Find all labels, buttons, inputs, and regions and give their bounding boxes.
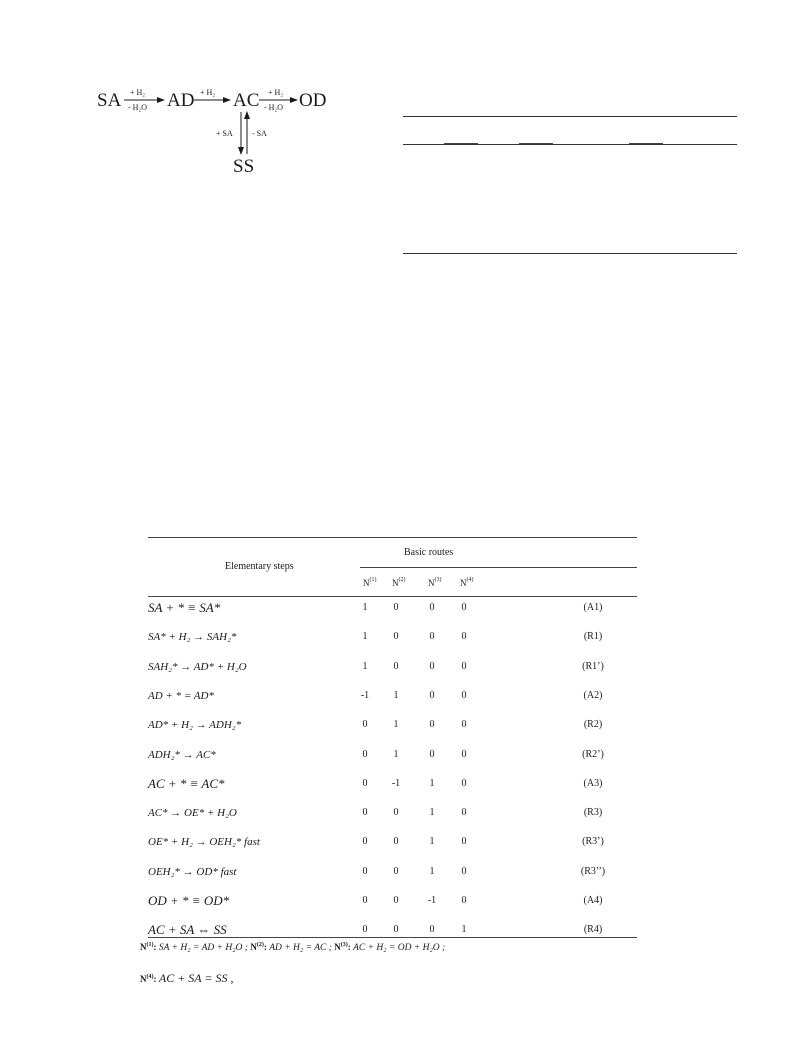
table-row: [148, 717, 637, 733]
col-n4-header: $N^{(4)}$: [460, 577, 474, 588]
route-coefficient-n3: 0: [429, 719, 435, 731]
col-n3-header: $N^{(3)}$: [428, 577, 442, 588]
label-ad-ac-top: + H₂: [200, 88, 216, 97]
route-coefficient-n1: 0: [362, 895, 368, 906]
route-coefficient-n2: 0: [393, 924, 399, 936]
route-coefficient-n1: 0: [362, 924, 368, 936]
label-ac-od-bottom: - H₂O: [264, 103, 284, 112]
route-coefficient-n1: 0: [362, 719, 368, 731]
route-coefficient-n1: 1: [362, 660, 368, 672]
footnote-n1-eq: SA + H₂ = AD + H₂O ;: [158, 943, 248, 953]
step-id: (R1): [583, 631, 603, 643]
step-equation: OD + * ≡ OD*: [148, 893, 230, 908]
route-coefficient-n1: 0: [362, 836, 368, 848]
route-coefficient-n4: 0: [461, 865, 467, 877]
label-ac-ss-left: + SA: [216, 129, 233, 138]
route-coefficient-n2: 1: [393, 689, 399, 701]
step-equation: ADH₂* → AC*: [148, 748, 216, 761]
step-equation: OEH₂* → OD* fast: [148, 865, 237, 878]
step-equation: OE* + H₂ → OEH₂* fast: [148, 836, 260, 849]
step-equation: AD* + H₂ → ADH₂*: [148, 719, 242, 732]
step-id: (R2’): [582, 748, 604, 760]
footnote-n4-label: $N^{(4)}$:: [140, 974, 157, 984]
step-equation: SA + * ≡ SA*: [148, 600, 221, 615]
header-bottom-rule: [148, 596, 637, 597]
route-coefficient-n3: 1: [429, 807, 435, 819]
route-coefficient-n1: 0: [362, 865, 368, 877]
footnote-n3-label: $N^{(3)}$:: [334, 942, 351, 952]
route-coefficient-n4: 0: [461, 895, 467, 906]
table-bottom-rule: [403, 253, 737, 254]
elementary-steps-table: [148, 537, 637, 992]
route-coefficient-n4: 0: [461, 777, 467, 789]
route-coefficient-n1: 1: [362, 602, 368, 613]
route-coefficient-n2: 0: [393, 836, 399, 848]
step-id: (R1’): [582, 660, 604, 672]
table-top-rule: [403, 116, 737, 117]
route-coefficient-n3: 0: [429, 631, 435, 643]
empty-table-frame: [0, 0, 793, 270]
col-n1-header: $N^{(1)}$: [363, 577, 377, 588]
footnote-n3-eq: AC + H₂ = OD + H₂O ;: [353, 943, 446, 953]
table-header-rule: [403, 144, 737, 145]
step-id: (R2): [583, 719, 603, 731]
label-sa-ad-top: + H₂: [130, 88, 146, 97]
node-ss: SS: [233, 156, 255, 177]
step-id: (R4): [583, 924, 603, 936]
route-coefficient-n4: 0: [461, 602, 467, 613]
table-row: [148, 747, 637, 763]
table-row: [148, 834, 637, 850]
footnote-line-1: [140, 942, 445, 954]
step-equation: AC + * ≡ AC*: [148, 775, 225, 791]
route-coefficient-n4: 0: [461, 836, 467, 848]
table-row: [148, 922, 637, 938]
node-od: OD: [299, 90, 327, 111]
route-coefficient-n3: 1: [429, 865, 435, 877]
table-row: [148, 659, 637, 675]
route-coefficient-n2: 0: [393, 602, 399, 613]
step-id: (R3’’): [580, 865, 606, 877]
route-coefficient-n3: 1: [429, 836, 435, 848]
table-row: [148, 893, 637, 909]
node-sa: SA: [97, 90, 122, 111]
route-coefficient-n3: 0: [429, 602, 435, 613]
route-coefficient-n2: 0: [393, 895, 399, 906]
step-equation: SA* + H₂ → SAH₂*: [148, 631, 237, 644]
step-equation: AC* → OE* + H₂O: [148, 807, 237, 820]
route-coefficient-n4: 0: [461, 807, 467, 819]
route-coefficient-n2: 1: [393, 748, 399, 760]
route-coefficient-n2: 0: [393, 807, 399, 819]
table-top-rule: [148, 537, 637, 538]
table-row: [148, 688, 637, 704]
node-ac: AC: [233, 90, 260, 111]
table-bottom-rule: [148, 937, 637, 938]
footnote-n1-label: $N^{(1)}$:: [140, 942, 157, 952]
route-coefficient-n3: -1: [427, 895, 437, 906]
footnote-n2-eq: AD + H₂ = AC ;: [269, 943, 332, 953]
route-coefficient-n2: -1: [391, 777, 401, 789]
route-coefficient-n2: 0: [393, 660, 399, 672]
step-id: (R3’): [582, 836, 604, 848]
table-row: [148, 776, 637, 792]
route-coefficient-n4: 0: [461, 689, 467, 701]
table-row: [148, 600, 637, 616]
table-row: [148, 629, 637, 645]
route-coefficient-n4: 0: [461, 748, 467, 760]
table-row: [148, 864, 637, 880]
route-coefficient-n3: 0: [429, 924, 435, 936]
footnote-n4-eq: AC + SA = SS ,: [158, 971, 234, 985]
label-ac-od-top: + H₂: [268, 88, 284, 97]
route-coefficient-n4: 0: [461, 631, 467, 643]
step-id: (A1): [583, 602, 603, 613]
route-coefficient-n4: 0: [461, 719, 467, 731]
route-coefficient-n1: 1: [362, 631, 368, 643]
route-coefficient-n1: 0: [362, 777, 368, 789]
route-coefficient-n2: 1: [393, 719, 399, 731]
routes-header-rule: [360, 567, 637, 568]
step-id: (A3): [583, 777, 603, 789]
footnote-line-2: [140, 972, 234, 986]
route-coefficient-n4: 0: [461, 660, 467, 672]
route-coefficient-n4: 1: [461, 924, 467, 936]
label-sa-ad-bottom: - H₂O: [128, 103, 148, 112]
step-id: (A2): [583, 689, 603, 701]
step-id: (R3): [583, 807, 603, 819]
route-coefficient-n2: 0: [393, 865, 399, 877]
col-n2-header: $N^{(2)}$: [392, 577, 406, 588]
routes-header: Basic routes: [404, 547, 454, 558]
step-equation: SAH₂* → AD* + H₂O: [148, 660, 247, 673]
node-ad: AD: [167, 90, 195, 111]
route-coefficient-n2: 0: [393, 631, 399, 643]
route-coefficient-n3: 0: [429, 660, 435, 672]
route-coefficient-n3: 1: [429, 777, 435, 789]
step-equation: AD + * = AD*: [148, 689, 214, 702]
route-coefficient-n1: 0: [362, 748, 368, 760]
steps-header: Elementary steps: [225, 561, 294, 572]
step-equation: AC + SA ⇔ SS: [148, 922, 227, 938]
label-ac-ss-right: - SA: [252, 129, 267, 138]
route-coefficient-n3: 0: [429, 748, 435, 760]
route-coefficient-n1: 0: [362, 807, 368, 819]
route-coefficient-n3: 0: [429, 689, 435, 701]
footnote-n2-label: $N^{(2)}$:: [250, 942, 267, 952]
step-id: (A4): [583, 895, 603, 906]
table-row: [148, 805, 637, 821]
route-coefficient-n1: -1: [360, 689, 370, 701]
